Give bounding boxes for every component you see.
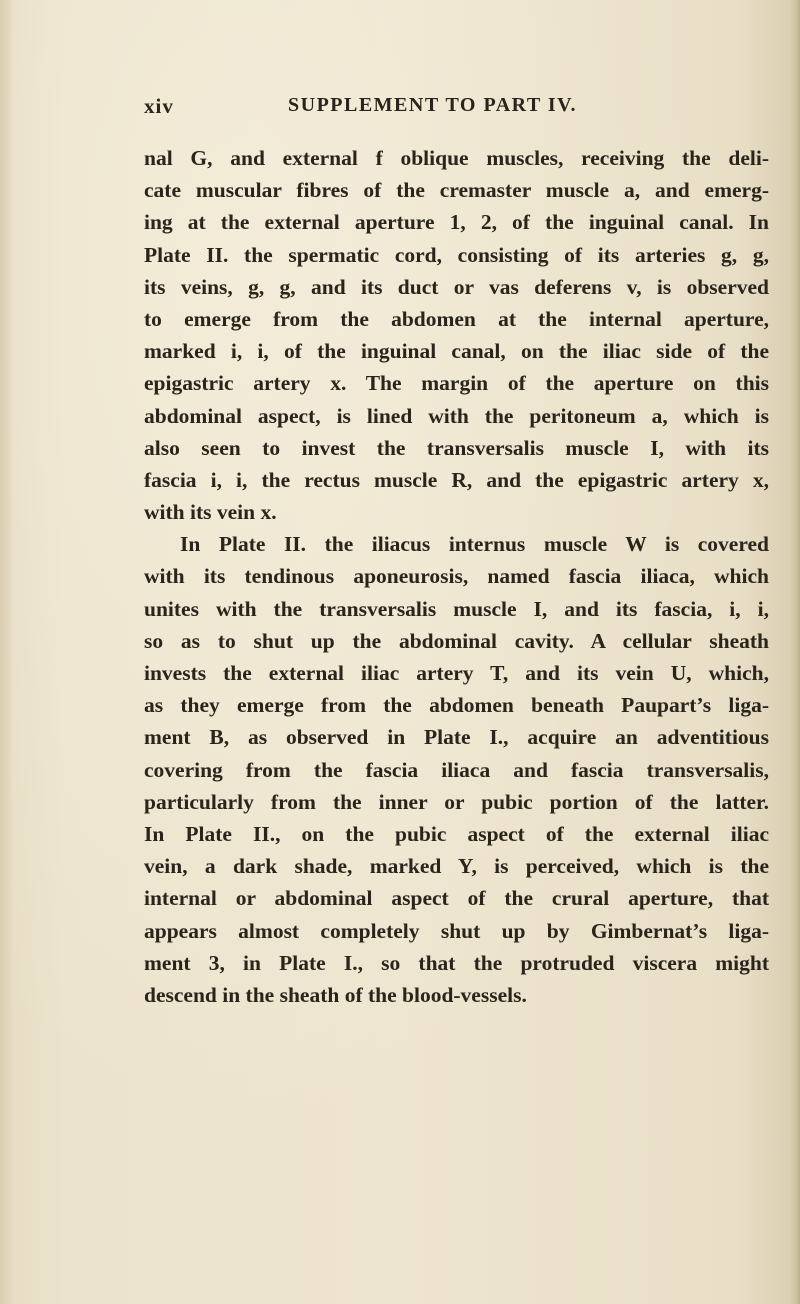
body-text <box>144 142 769 1011</box>
text-line: to emerge from the abdomen at the internal aperture, <box>144 306 769 331</box>
page-gutter-shadow <box>0 0 14 1304</box>
text-line: covering from the fascia iliaca and fascia transversalis, <box>144 757 769 782</box>
text-line: ment B, as observed in Plate I., acquire an adventitious <box>144 725 769 750</box>
paragraph-1 <box>144 142 769 528</box>
page-header <box>0 94 800 124</box>
text-line: cate muscular fibres of the cremaster muscle a, and emerg- <box>144 178 769 203</box>
text-line: unites with the transversalis muscle I, and its fascia, i, i, <box>144 596 769 621</box>
text-line: as they emerge from the abdomen beneath Paupart’s liga- <box>144 693 769 718</box>
text-line: vein, a dark shade, marked Y, is perceived, which is the <box>144 854 769 879</box>
text-line: with its vein x. <box>144 500 277 525</box>
text-line: Plate II. the spermatic cord, consisting of its arteries g, g, <box>144 242 769 267</box>
page-edge-shadow <box>790 0 800 1304</box>
text-line: abdominal aspect, is lined with the peritoneum a, which is <box>144 403 769 428</box>
text-line: appears almost completely shut up by Gimbernat’s liga- <box>144 918 769 943</box>
text-line: fascia i, i, the rectus muscle R, and the epigastric artery x, <box>144 467 769 492</box>
text-line: particularly from the inner or pubic portion of the latter. <box>144 789 769 814</box>
text-line: In Plate II. the iliacus internus muscle W is covered <box>180 532 769 557</box>
text-line: In Plate II., on the pubic aspect of the external iliac <box>144 821 769 846</box>
text-line: internal or abdominal aspect of the crural aperture, that <box>144 886 769 911</box>
text-line: epigastric artery x. The margin of the aperture on this <box>144 371 769 396</box>
text-line: nal G, and external f oblique muscles, receiving the deli- <box>144 146 769 170</box>
text-line: descend in the sheath of the blood-vessels. <box>144 982 527 1007</box>
text-line: marked i, i, of the inguinal canal, on the iliac side of the <box>144 339 769 364</box>
text-line: also seen to invest the transversalis muscle I, with its <box>144 435 769 460</box>
text-line: its veins, g, g, and its duct or vas deferens v, is observed <box>144 274 769 299</box>
paragraph-2 <box>144 528 769 1011</box>
text-line: with its tendinous aponeurosis, named fascia iliaca, which <box>144 564 769 589</box>
text-line: ing at the external aperture 1, 2, of the inguinal canal. In <box>144 210 769 235</box>
page-number: xiv <box>144 94 174 118</box>
text-line: ment 3, in Plate I., so that the protruded viscera might <box>144 950 769 975</box>
text-line: so as to shut up the abdominal cavity. A cellular sheath <box>144 628 769 653</box>
running-head: SUPPLEMENT TO PART IV. <box>288 94 578 116</box>
text-line: invests the external iliac artery T, and its vein U, which, <box>144 661 769 685</box>
